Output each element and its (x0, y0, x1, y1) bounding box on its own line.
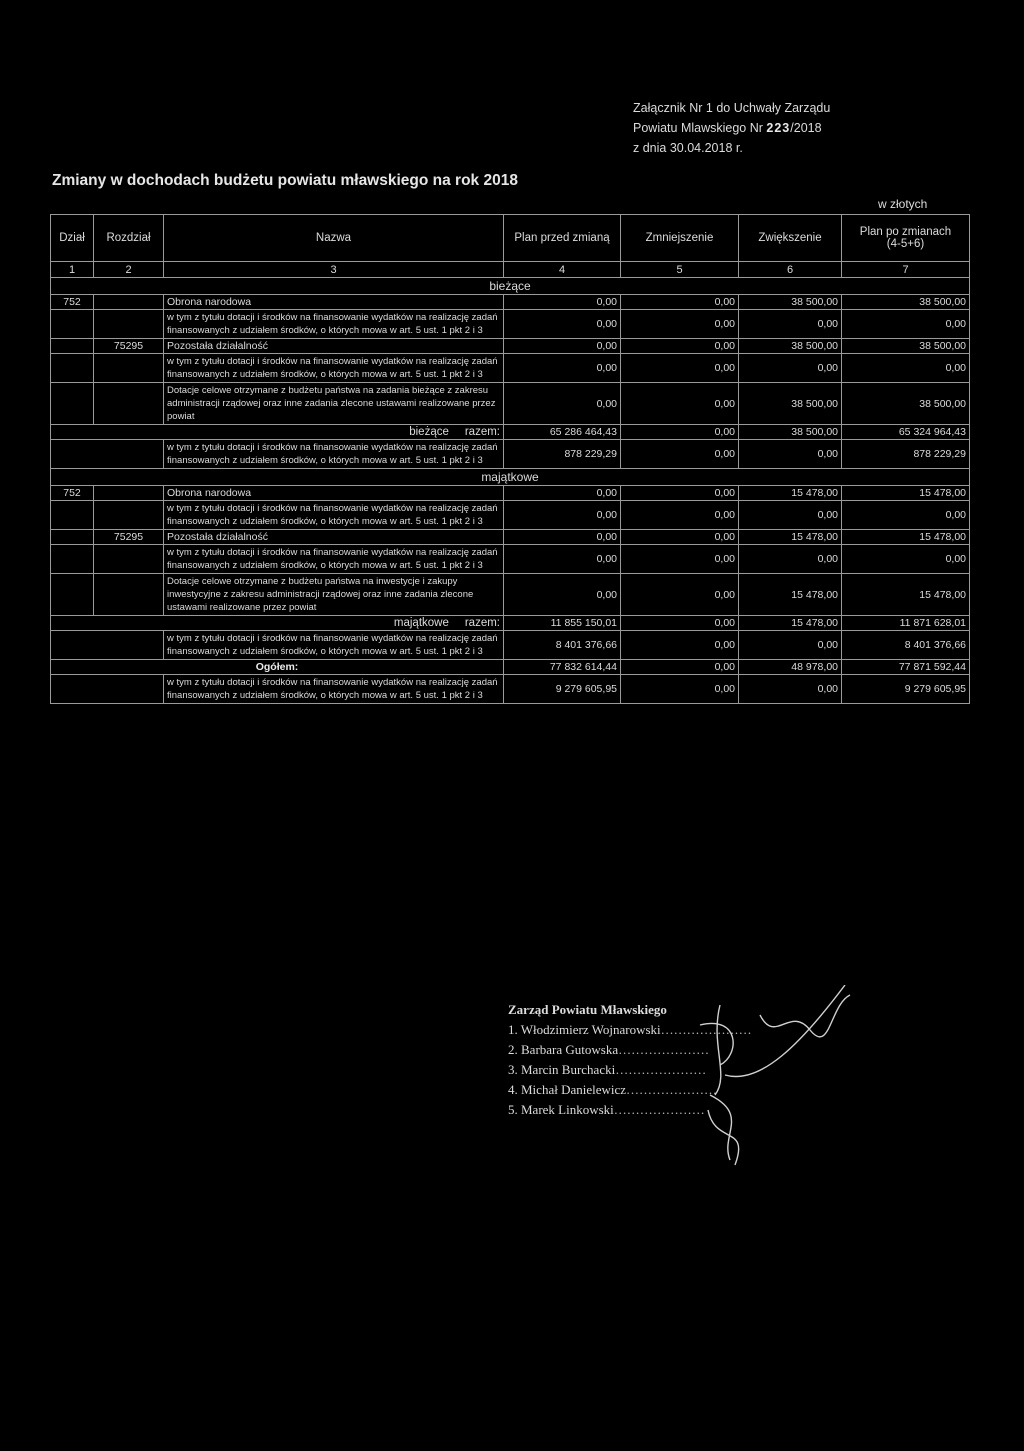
signature-line: ………………… (660, 1022, 752, 1037)
nazwa-cell: w tym z tytułu dotacji i środków na finansowanie wydatków na realizację zadań finansowanych z udziałem środków, o których mowa w art. 5 ust. 1 pkt 2 i 3 (164, 501, 504, 530)
plan-po-cell: 38 500,00 (842, 295, 970, 310)
total-plan-po: 77 871 592,44 (842, 660, 970, 675)
board-member: 1. Włodzimierz Wojnarowski………………… (508, 1022, 752, 1037)
attachment-line-3: z dnia 30.04.2018 r. (633, 141, 743, 155)
col-index: 5 (621, 262, 739, 278)
majatkowe-sum-sub-row (51, 631, 970, 660)
zwiekszenie-cell: 38 500,00 (739, 295, 842, 310)
total-sub-plan-po: 9 279 605,95 (842, 675, 970, 704)
board-title: Zarząd Powiatu Mławskiego (508, 1002, 667, 1017)
plan-cell: 0,00 (504, 339, 621, 354)
table-header-row (51, 215, 970, 262)
total-sub-row (51, 675, 970, 704)
signature-line: ………………… (626, 1082, 718, 1097)
col-header-zmniejszenie: Zmniejszenie (621, 215, 739, 262)
rozdzial-cell (94, 574, 164, 616)
sum-sub-zmniejszenie: 0,00 (621, 631, 739, 660)
col-index: 7 (842, 262, 970, 278)
table-row (51, 486, 970, 501)
zmniejszenie-cell: 0,00 (621, 339, 739, 354)
majatkowe-sum-row (51, 616, 970, 631)
plan-cell: 0,00 (504, 574, 621, 616)
plan-cell: 0,00 (504, 501, 621, 530)
table-row (51, 545, 970, 574)
zwiekszenie-cell: 38 500,00 (739, 339, 842, 354)
plan-po-cell: 15 478,00 (842, 486, 970, 501)
sum-sub-plan-po: 8 401 376,66 (842, 631, 970, 660)
sum-plan: 11 855 150,01 (504, 616, 621, 631)
rozdzial-cell (94, 295, 164, 310)
attachment-line-2: Powiatu Mlawskiego Nr 223/2018 (633, 121, 822, 135)
dzial-cell (51, 354, 94, 383)
table-row (51, 501, 970, 530)
total-plan: 77 832 614,44 (504, 660, 621, 675)
table-row (51, 354, 970, 383)
rozdzial-cell (94, 310, 164, 339)
dzial-cell (51, 501, 94, 530)
biezace-sum-row (51, 425, 970, 440)
majatkowe-rows (51, 486, 970, 616)
nazwa-cell: Obrona narodowa (164, 295, 504, 310)
zmniejszenie-cell: 0,00 (621, 574, 739, 616)
table-row (51, 295, 970, 310)
sum-sub-zwiekszenie: 0,00 (739, 631, 842, 660)
dzial-cell (51, 530, 94, 545)
zwiekszenie-cell: 15 478,00 (739, 574, 842, 616)
dzial-cell (51, 383, 94, 425)
sum-sub-plan: 8 401 376,66 (504, 631, 621, 660)
zmniejszenie-cell: 0,00 (621, 310, 739, 339)
col-header-plan-po: Plan po zmianach (4-5+6) (842, 215, 970, 262)
sum-label: bieżące razem: (51, 425, 504, 440)
board-member: 3. Marcin Burchacki………………… (508, 1062, 707, 1077)
rozdzial-cell (94, 486, 164, 501)
sum-plan: 65 286 464,43 (504, 425, 621, 440)
table-row (51, 310, 970, 339)
sum-sub-desc: w tym z tytułu dotacji i środków na finansowanie wydatków na realizację zadań finansowanych z udziałem środków, o których mowa w art. 5 ust. 1 pkt 2 i 3 (164, 440, 504, 469)
col-index: 3 (164, 262, 504, 278)
table-row (51, 339, 970, 354)
zwiekszenie-cell: 15 478,00 (739, 486, 842, 501)
col-header-nazwa: Nazwa (164, 215, 504, 262)
dzial-cell: 752 (51, 295, 94, 310)
nazwa-cell: Pozostała działalność (164, 530, 504, 545)
total-sub-plan: 9 279 605,95 (504, 675, 621, 704)
section-header-majatkowe: majątkowe (51, 469, 970, 486)
zmniejszenie-cell: 0,00 (621, 354, 739, 383)
col-index: 2 (94, 262, 164, 278)
plan-cell: 0,00 (504, 383, 621, 425)
total-row (51, 660, 970, 675)
board-member: 5. Marek Linkowski………………… (508, 1102, 705, 1117)
rozdzial-cell (94, 501, 164, 530)
table-row (51, 383, 970, 425)
plan-po-cell: 0,00 (842, 354, 970, 383)
zwiekszenie-cell: 0,00 (739, 501, 842, 530)
zwiekszenie-cell: 0,00 (739, 310, 842, 339)
dzial-cell: 752 (51, 486, 94, 501)
plan-po-cell: 0,00 (842, 545, 970, 574)
attachment-header (633, 98, 830, 158)
section-header-biezace: bieżące (51, 278, 970, 295)
currency-unit: w złotych (878, 197, 928, 211)
signature-line: ………………… (615, 1062, 707, 1077)
table-row (51, 574, 970, 616)
zwiekszenie-cell: 0,00 (739, 354, 842, 383)
col-header-plan-przed: Plan przed zmianą (504, 215, 621, 262)
plan-po-cell: 0,00 (842, 310, 970, 339)
zwiekszenie-cell: 0,00 (739, 545, 842, 574)
plan-cell: 0,00 (504, 530, 621, 545)
resolution-number: 223 (766, 121, 791, 135)
attachment-line-1: Załącznik Nr 1 do Uchwały Zarządu (633, 101, 831, 115)
sum-sub-desc: w tym z tytułu dotacji i środków na finansowanie wydatków na realizację zadań finansowanych z udziałem środków, o których mowa w art. 5 ust. 1 pkt 2 i 3 (164, 631, 504, 660)
sum-sub-plan: 878 229,29 (504, 440, 621, 469)
dzial-cell (51, 545, 94, 574)
zmniejszenie-cell: 0,00 (621, 383, 739, 425)
dzial-cell (51, 574, 94, 616)
signature-line: ………………… (613, 1102, 705, 1117)
plan-po-cell: 38 500,00 (842, 339, 970, 354)
nazwa-cell: w tym z tytułu dotacji i środków na finansowanie wydatków na realizację zadań finansowanych z udziałem środków, o których mowa w art. 5 ust. 1 pkt 2 i 3 (164, 545, 504, 574)
sum-zmniejszenie: 0,00 (621, 425, 739, 440)
col-index: 4 (504, 262, 621, 278)
signature-line: ………………… (618, 1042, 710, 1057)
col-header-rozdzial: Rozdział (94, 215, 164, 262)
handwritten-signature (680, 985, 920, 1175)
dzial-cell (51, 310, 94, 339)
plan-cell: 0,00 (504, 310, 621, 339)
plan-po-cell: 38 500,00 (842, 383, 970, 425)
zmniejszenie-cell: 0,00 (621, 545, 739, 574)
sum-plan-po: 65 324 964,43 (842, 425, 970, 440)
budget-table (50, 214, 970, 704)
board-member: 4. Michał Danielewicz………………… (508, 1082, 718, 1097)
rozdzial-cell (94, 354, 164, 383)
rozdzial-cell: 75295 (94, 530, 164, 545)
plan-cell: 0,00 (504, 486, 621, 501)
board-member: 2. Barbara Gutowska………………… (508, 1042, 710, 1057)
nazwa-cell: w tym z tytułu dotacji i środków na finansowanie wydatków na realizację zadań finansowanych z udziałem środków, o których mowa w art. 5 ust. 1 pkt 2 i 3 (164, 310, 504, 339)
nazwa-cell: Obrona narodowa (164, 486, 504, 501)
total-zmniejszenie: 0,00 (621, 660, 739, 675)
dzial-cell (51, 339, 94, 354)
total-sub-desc: w tym z tytułu dotacji i środków na finansowanie wydatków na realizację zadań finansowanych z udziałem środków, o których mowa w art. 5 ust. 1 pkt 2 i 3 (164, 675, 504, 704)
col-index: 6 (739, 262, 842, 278)
plan-cell: 0,00 (504, 354, 621, 383)
total-sub-zmniejszenie: 0,00 (621, 675, 739, 704)
biezace-rows (51, 295, 970, 425)
zmniejszenie-cell: 0,00 (621, 530, 739, 545)
sum-sub-zmniejszenie: 0,00 (621, 440, 739, 469)
plan-cell: 0,00 (504, 295, 621, 310)
rozdzial-cell (94, 545, 164, 574)
total-sub-zwiekszenie: 0,00 (739, 675, 842, 704)
zmniejszenie-cell: 0,00 (621, 486, 739, 501)
sum-zmniejszenie: 0,00 (621, 616, 739, 631)
sum-plan-po: 11 871 628,01 (842, 616, 970, 631)
table-row (51, 530, 970, 545)
plan-po-cell: 15 478,00 (842, 574, 970, 616)
zwiekszenie-cell: 38 500,00 (739, 383, 842, 425)
nazwa-cell: Dotacje celowe otrzymane z budżetu państwa na inwestycje i zakupy inwestycyjne z zakresu administracji rządowej oraz inne zadania zlecone ustawami realizowane przez powiat (164, 574, 504, 616)
rozdzial-cell: 75295 (94, 339, 164, 354)
zwiekszenie-cell: 15 478,00 (739, 530, 842, 545)
col-header-dzial: Dział (51, 215, 94, 262)
sum-sub-zwiekszenie: 0,00 (739, 440, 842, 469)
sum-sub-plan-po: 878 229,29 (842, 440, 970, 469)
document-title: Zmiany w dochodach budżetu powiatu mławskiego na rok 2018 (52, 172, 518, 189)
rozdzial-cell (94, 383, 164, 425)
plan-po-cell: 0,00 (842, 501, 970, 530)
nazwa-cell: Pozostała działalność (164, 339, 504, 354)
zmniejszenie-cell: 0,00 (621, 501, 739, 530)
col-index: 1 (51, 262, 94, 278)
sum-zwiekszenie: 15 478,00 (739, 616, 842, 631)
col-header-zwiekszenie: Zwiększenie (739, 215, 842, 262)
plan-cell: 0,00 (504, 545, 621, 574)
zmniejszenie-cell: 0,00 (621, 295, 739, 310)
sum-label: majątkowe razem: (51, 616, 504, 631)
total-zwiekszenie: 48 978,00 (739, 660, 842, 675)
plan-po-cell: 15 478,00 (842, 530, 970, 545)
total-label: Ogółem: (51, 660, 504, 675)
column-index-row (51, 262, 970, 278)
nazwa-cell: Dotacje celowe otrzymane z budżetu państwa na zadania bieżące z zakresu administracji rządowej oraz inne zadania zlecone ustawami realizowane przez powiat (164, 383, 504, 425)
biezace-sum-sub-row (51, 440, 970, 469)
nazwa-cell: w tym z tytułu dotacji i środków na finansowanie wydatków na realizację zadań finansowanych z udziałem środków, o których mowa w art. 5 ust. 1 pkt 2 i 3 (164, 354, 504, 383)
sum-zwiekszenie: 38 500,00 (739, 425, 842, 440)
